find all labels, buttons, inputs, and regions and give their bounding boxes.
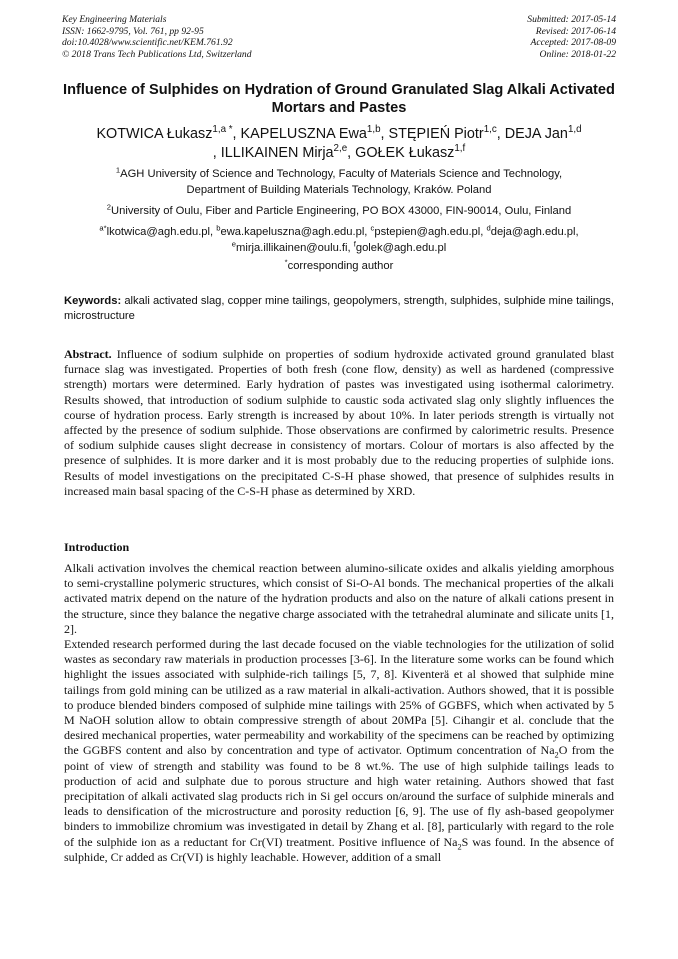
email-link[interactable]: deja@agh.edu.pl,	[490, 226, 579, 238]
author-name: KOTWICA Łukasz	[96, 126, 213, 142]
email-mark: a*	[99, 223, 107, 233]
author-affiliation-mark: 2,e	[333, 143, 348, 155]
corresponding-mark: *	[284, 257, 288, 267]
submission-dates	[527, 14, 616, 60]
affiliation-mark: 2	[106, 202, 112, 212]
email-mark: c	[370, 223, 375, 233]
subscript: 2	[554, 750, 559, 760]
keywords	[64, 294, 614, 324]
subscript: 2	[457, 842, 462, 852]
affiliation-text: AGH University of Science and Technology, Faculty of Materials Science and Technology,	[120, 168, 563, 180]
email-link[interactable]: lkotwica@agh.edu.pl,	[106, 226, 217, 238]
author-affiliation-mark: 1,b	[366, 124, 381, 136]
author-affiliation-mark: 1,d	[567, 124, 582, 136]
email-mark: b	[216, 223, 221, 233]
introduction-body	[64, 561, 614, 865]
email-mark: f	[353, 239, 356, 249]
email-link[interactable]: pstepien@agh.edu.pl,	[374, 226, 487, 238]
author-affiliation-mark: 1,c	[483, 124, 497, 136]
date-revised: Revised: 2017-06-14	[535, 25, 616, 37]
email-mark: d	[486, 223, 491, 233]
author-affiliation-mark: 1,a *	[212, 124, 233, 136]
paragraph-text: O from the point of view of strength and stability was found to be 8 wt.%. The use of high sulphide tailings leads to production of acid and sulphate due to porous structure and high water retaining. Authors showed that fast precipitation of alkali activated slag products rich in Si gel occurs on/around the surface of sulphide minerals and leads to densification of the microstructure and porosity reduction [6, 9]. The use of fly ash-based geopolymer binders to immobilize chromium was investigated in detail by Zhang et al. [8], particularly with regard to the role of the sulphide ion as a reductant for Cr(VI) treatment. Positive influence of Na	[64, 743, 615, 849]
author-emails	[40, 224, 638, 256]
affiliation-text: University of Oulu, Fiber and Particle Engineering, PO BOX 43000, FIN-90014, Oulu, Finland	[111, 205, 572, 217]
email-mark: e	[231, 239, 237, 249]
affiliation-1	[40, 166, 638, 198]
abstract-label: Abstract.	[64, 347, 112, 361]
email-link[interactable]: mirja.illikainen@oulu.fi,	[236, 242, 354, 254]
journal-issn: ISSN: 1662-9795, Vol. 761, pp 92-95	[62, 25, 204, 37]
affiliation-mark: 1	[115, 165, 121, 175]
paragraph-text: Extended research performed during the last decade focused on the viable technologies for the utilization of solid wastes as secondary raw materials in production processes [3-6]. In the literature some works can be found which highlight the issues associated with sulphide-rich tailings [5, 7, 8]. Kiventerä et al showed that sulphide mine tailings from gold mining can be utilized as a raw material in alkali-activation. Authors showed, that it is possible to produce blended binders composed of sulphide mine tailings with 25% of GGBFS, which when activated by 5 M NaOH solution allow to obtain compressive strength of about 20MPa [5]. Cihangir et al. conclude that the desired mechanical properties, water permeability and workability of the specimens can be reached by optimizing the GGBFS content and also by concentration and type of activator. Optimum concentration of Na	[64, 637, 614, 758]
journal-doi: doi:10.4028/www.scientific.net/KEM.761.92	[62, 37, 233, 48]
abstract	[64, 347, 614, 499]
introduction-heading: Introduction	[64, 540, 130, 554]
corresponding-author-note	[40, 258, 638, 274]
author-affiliation-mark: 1,f	[454, 143, 466, 155]
author-name: , DEJA Jan	[496, 126, 568, 142]
keywords-label: Keywords:	[64, 295, 122, 307]
author-list	[40, 125, 638, 163]
journal-info	[62, 14, 252, 60]
affiliation-text: Department of Building Materials Technology, Kraków. Poland	[186, 184, 492, 196]
date-submitted: Submitted: 2017-05-14	[527, 14, 616, 25]
date-accepted: Accepted: 2017-08-09	[530, 37, 616, 48]
email-link[interactable]: golek@agh.edu.pl	[355, 242, 447, 254]
paragraph-text: S was found. In the absence of sulphide, Cr added as Cr(VI) is highly leachable. However, addition of a small	[64, 834, 614, 864]
author-name: , KAPELUSZNA Ewa	[232, 126, 367, 142]
date-online: Online: 2018-01-22	[539, 48, 616, 60]
affiliation-2	[40, 203, 638, 219]
journal-name: Key Engineering Materials	[62, 14, 167, 25]
keywords-text: alkali activated slag, copper mine tailings, geopolymers, strength, sulphides, sulphide mine tailings, microstructure	[64, 295, 614, 322]
paragraph	[64, 637, 614, 865]
email-link[interactable]: ewa.kapeluszna@agh.edu.pl,	[220, 226, 371, 238]
journal-copyright: © 2018 Trans Tech Publications Ltd, Switzerland	[62, 48, 252, 60]
author-name: , GOŁEK Łukasz	[347, 145, 455, 161]
author-name: , ILLIKAINEN Mirja	[212, 145, 334, 161]
paragraph: Alkali activation involves the chemical reaction between alumino-silicate oxides and alkalis yielding amorphous to semi-crystalline polymeric structures, which consist of Si-O-Al bonds. The mechanical properties of the alkali activated matrix depend on the nature of the hydration products and also on the nature of alkali cations present in the structure, since they balance the negative charge associated with the tetrahedral aluminate and silicate units [1, 2].	[64, 561, 614, 636]
paper-title: Influence of Sulphides on Hydration of Ground Granulated Slag Alkali Activated Mortars and Pastes	[63, 82, 615, 116]
author-name: , STĘPIEŃ Piotr	[380, 126, 484, 142]
corresponding-text: corresponding author	[287, 260, 394, 272]
abstract-text: Influence of sodium sulphide on properties of sodium hydroxide activated ground granulated blast furnace slag was investigated. Properties of both fresh (cone flow, density) as well as hardened (compressive strength) mortars were determined. Early hydration of pastes was investigated using isothermal calorimetry. Results showed, that introduction of sodium sulphide to caustic soda activated slag only slightly influences the course of hydration process. Early strength is increased by about 10%. In later periods strength is virtually not affected by the presence of sodium sulphide. Those observations are confirmed by calorimetric results. Presence of sodium sulphide causes slight decrease in consistency of mortars. Colour of mortars is also affected by the presence of sulphides. It is more darker and it is most probably due to the reducing properties of sulphide ions. Results of model investigations on the precipitated C-S-H phase showed, that presence of sulphides results in increased main basal spacing of the C-S-H phase as determined by XRD.	[64, 347, 614, 498]
